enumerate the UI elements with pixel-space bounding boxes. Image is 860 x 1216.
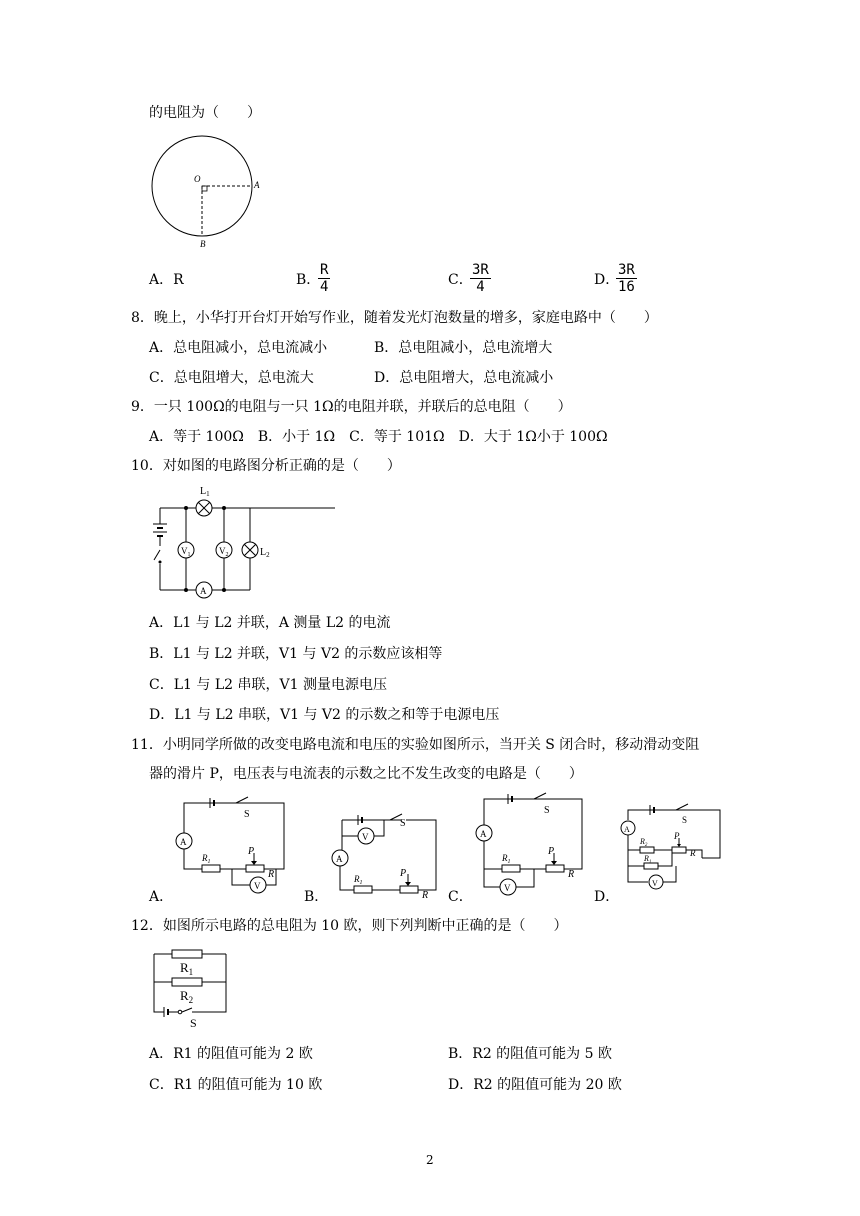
svg-text:S: S	[400, 818, 406, 829]
q7-option-d: D．	[594, 272, 620, 288]
q11-label-d: D．	[594, 889, 620, 905]
svg-text:R1: $R_1$	[180, 960, 194, 977]
svg-text:P: P	[548, 846, 555, 857]
frac-num: 3R	[472, 262, 489, 278]
svg-text:S: S	[544, 805, 550, 816]
q8-option-c: C．总电阻增大，总电流大	[149, 370, 314, 386]
q10-circuit-figure	[150, 484, 280, 604]
q11-stem-line1: 11．小明同学所做的改变电路电流和电压的实验如图所示，当开关 S 闭合时，移动滑动变阻	[131, 737, 700, 753]
q7-stem-tail: 的电阻为（ ）	[149, 105, 261, 121]
q7-option-b: B．	[296, 272, 321, 288]
q7-option-c: C．	[448, 272, 473, 288]
q8-option-d: D．总电阻增大，总电流减小	[374, 370, 554, 386]
q8-option-b: B．总电阻减小，总电流增大	[374, 340, 553, 356]
svg-text:R: R	[690, 848, 696, 858]
q12-option-a: A．R1 的阻值可能为 2 欧	[149, 1046, 313, 1062]
svg-text:R: R	[568, 869, 575, 880]
q12-option-d: D．R2 的阻值可能为 20 欧	[448, 1077, 622, 1093]
svg-text:R: R	[268, 869, 275, 880]
q11-label-a: A．	[149, 889, 174, 905]
v1-label: $V_1$	[181, 546, 191, 558]
label-b: B	[200, 239, 206, 249]
q11-circuit-b	[328, 810, 448, 900]
q8-option-a: A．总电阻减小，总电流减小	[149, 340, 328, 356]
q7-option-a: A．R	[149, 272, 184, 288]
frac-num: R	[320, 262, 329, 278]
svg-text:A: A	[336, 854, 343, 864]
q12-option-c: C．R1 的阻值可能为 10 欧	[149, 1077, 323, 1093]
q12-stem: 12．如图所示电路的总电阻为 10 欧，则下列判断中正确的是（ ）	[131, 918, 568, 934]
q10-option-b: B．L1 与 L2 并联，V1 与 V2 的示数应该相等	[149, 646, 443, 662]
q7-option-d-fraction	[616, 262, 637, 295]
q10-stem: 10．对如图的电路图分析正确的是（ ）	[131, 458, 401, 474]
q7-circle-figure	[150, 136, 260, 251]
svg-text:S: S	[190, 1016, 197, 1030]
svg-text:A: A	[624, 825, 630, 834]
svg-text:R1: $R_1$	[202, 853, 211, 865]
q11-circuit-d	[620, 806, 730, 901]
label-a: A	[254, 180, 260, 190]
q10-option-a: A．L1 与 L2 并联，A 测量 L2 的电流	[149, 615, 391, 631]
q11-circuit-c	[474, 797, 594, 897]
v2-label: $V_2$	[219, 546, 229, 558]
svg-text:V: V	[504, 883, 511, 893]
svg-text:P: P	[248, 846, 255, 857]
q7-option-c-fraction	[470, 262, 491, 295]
frac-num: 3R	[618, 262, 635, 278]
svg-text:R2: $R_2$	[640, 837, 648, 848]
svg-text:S: S	[682, 815, 688, 825]
svg-text:R1: $R_1$	[354, 874, 363, 886]
q11-stem-line2: 器的滑片 P，电压表与电流表的示数之比不发生改变的电路是（ ）	[149, 766, 583, 782]
q9-options: A．等于 100Ω B．小于 1Ω C．等于 101Ω D．大于 1Ω小于 100Ω	[149, 429, 608, 445]
svg-text:A: A	[480, 829, 487, 839]
svg-text:P: P	[400, 868, 407, 879]
q11-label-c: C．	[448, 889, 473, 905]
svg-text:P: P	[674, 831, 680, 841]
q11-label-b: B．	[304, 889, 329, 905]
svg-text:S: S	[244, 809, 250, 820]
svg-text:R: R	[422, 890, 429, 901]
svg-text:R1: $R_1$	[644, 854, 652, 865]
frac-den: 4	[476, 279, 485, 295]
svg-text:V: V	[652, 879, 658, 888]
q8-stem: 8．晚上，小华打开台灯开始写作业，随着发光灯泡数量的增多，家庭电路中（ ）	[131, 310, 658, 326]
q10-option-c: C．L1 与 L2 串联，V1 测量电源电压	[149, 677, 387, 693]
page-number: 2	[426, 1153, 434, 1167]
q7-option-b-fraction	[318, 262, 330, 295]
q12-option-b: B．R2 的阻值可能为 5 欧	[448, 1046, 612, 1062]
label-o: O	[194, 174, 201, 184]
svg-text:A: A	[180, 837, 187, 847]
l1-label: $L_1$	[200, 486, 210, 498]
q9-stem: 9．一只 100Ω的电阻与一只 1Ω的电阻并联，并联后的总电阻（ ）	[131, 399, 572, 415]
q11-circuit-a	[172, 797, 292, 897]
q12-circuit-figure	[152, 948, 232, 1028]
frac-den: 16	[618, 279, 635, 295]
svg-text:R2: $R_2$	[180, 988, 194, 1005]
q10-option-d: D．L1 与 L2 串联，V1 与 V2 的示数之和等于电源电压	[149, 707, 500, 723]
frac-den: 4	[320, 279, 329, 295]
l2-label: $L_2$	[260, 547, 270, 559]
svg-text:V: V	[254, 881, 261, 891]
svg-text:R1: $R_1$	[502, 853, 511, 865]
a-label: A	[200, 586, 207, 596]
svg-text:V: V	[362, 832, 369, 842]
